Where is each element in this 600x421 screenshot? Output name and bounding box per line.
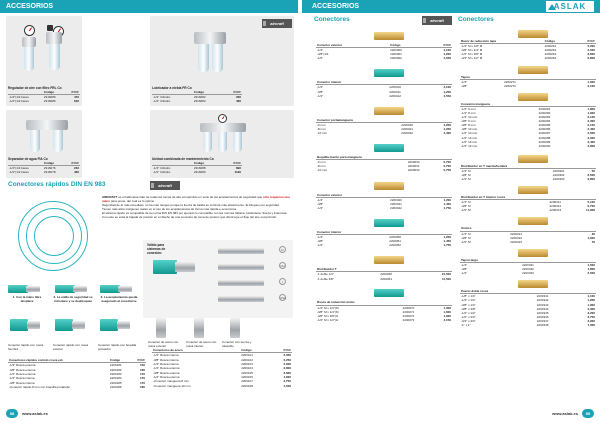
table-row: -3/8" M 2200302 6,50€ xyxy=(461,172,595,177)
frl-unit-photo xyxy=(200,114,250,156)
filter-bowl xyxy=(49,44,60,70)
plug-usa xyxy=(218,294,268,304)
frl-unit-box xyxy=(150,110,294,178)
group-table xyxy=(460,226,596,243)
group-label: Distribuidor en T macho/hembra xyxy=(460,164,552,169)
table-row: -3/8" Rosca externa 2200105 3,60€ xyxy=(153,370,291,375)
fitting-photo xyxy=(374,104,410,118)
table-row: -3/8" Rosca externa 2200182 16€ xyxy=(9,367,145,372)
footer-url[interactable]: www.aslak.es xyxy=(552,411,578,416)
group-table xyxy=(460,102,596,148)
table-row: -3/8" 6 mm 2200284 2,30€ xyxy=(461,119,595,124)
unit-bowl xyxy=(203,132,212,152)
table-row: -1/4" 2200271 1,00€ xyxy=(461,79,595,84)
din-section-title: Conectores rápidos DIN EN 983 xyxy=(8,181,106,188)
coiled-hose xyxy=(34,216,74,256)
frl-regulator-caption: Regulador de aire con filtro FRL Co xyxy=(8,86,62,90)
table-row: -1/8" x 1/4" 2200341 1,10€ xyxy=(461,294,595,299)
table-row: -Conector manguera 10 mm 2200108 4,50€ xyxy=(153,383,291,388)
table-row: -1/4" Rosca externa 2200104 2,80€ xyxy=(153,366,291,371)
table-row: -1/4" Cilindro 2316088 89€ xyxy=(153,166,241,171)
table-row: -1/4" 10 mm 2200283 2,10€ xyxy=(461,115,595,120)
table-row: -1/2" M x 1/2"(H 2200073 4,15€ xyxy=(317,317,451,322)
table-row: -3/8" 8 mm 2200285 2,15€ xyxy=(461,123,595,128)
table-row: -1/4" M 2200321 3€ xyxy=(461,231,595,236)
table-row: -3/8" M 2200312 6,70€ xyxy=(461,204,595,209)
separator-body xyxy=(26,120,68,130)
fitting-photo xyxy=(374,29,410,43)
frl-lubricator-photo xyxy=(190,24,230,79)
table-row: -1/2" x 1/2" 2200345 3,20€ xyxy=(461,310,595,315)
page-number: 59 xyxy=(582,409,594,418)
right-header: ACCESORIOS ASLAK xyxy=(302,0,600,13)
step-2-text: 2. La anilla de seguridad se introduce y se desbloquea xyxy=(53,295,93,303)
table-row: -3/8" x 3/8" 2200344 2,30€ xyxy=(461,306,595,311)
conn-hose-caption: Conector rápido con boquilla portatubo xyxy=(98,343,137,351)
frl-regulator-box xyxy=(6,16,82,106)
group-table xyxy=(460,195,596,212)
footer-url[interactable]: www.aslak.es xyxy=(22,411,48,416)
frl-regulator-photo xyxy=(18,22,73,77)
table-row: -1 doble 3/8" 2200061 11,50€ xyxy=(317,276,451,281)
table-row: -3/8" Rosca interna 2200185 17€ xyxy=(9,380,145,385)
group-table xyxy=(316,267,452,280)
table-row: -1/4" x 1/4" 2200342 1,20€ xyxy=(461,298,595,303)
group-table xyxy=(316,300,452,321)
unit-bowl xyxy=(218,132,227,152)
table-row: -6 mm 2200020 4,20€ xyxy=(317,122,451,127)
conn-steel1-caption: Conector de acero con rosca exterior xyxy=(148,340,179,348)
table-row: -1/2" 2200002 4,55€ xyxy=(317,56,451,61)
fitting-photo xyxy=(374,286,410,300)
group-table xyxy=(316,155,452,172)
table-row: -3/8" 2200041 1,45€ xyxy=(317,201,451,206)
frl-lubricator-caption: Lubricador a niebla FR Co xyxy=(152,86,192,90)
table-row: -1/4" 2200010 4,10€ xyxy=(317,85,451,90)
table-row: -1/2" 16 mm 2200289 3,40€ xyxy=(461,139,595,144)
table-row: -6 mm 2200030 0,70€ xyxy=(317,160,451,165)
din-table-left: Conectores rápidos con/sin rosca ext. Código P.V.P. -1/4" Rosca externa 2200181 15€ -3/8" Rosca externa 2200182 16€ -1/2" Rosca externa 2200183 17€ -1/4" Rosca interna 2200184 17€ -3/8" Rosca interna 2200185 17€ -Conector rápido 8 mm con boquilla portatubo 2200186 16€ xyxy=(9,358,145,390)
aircraft-logo: aircraft xyxy=(262,19,292,28)
left-header: ACCESORIOS xyxy=(0,0,298,13)
table-row: -1/4" Rosca interna 2200101 2,00€ xyxy=(153,353,291,358)
conn-female-caption: Conector rápido con rosca hembra xyxy=(8,343,44,351)
gauge-icon xyxy=(218,114,227,123)
group-label: Distribuidor en T interior rosca xyxy=(460,195,548,200)
table-row: -3/8" M x 3/8"(H 2200072 1,90€ xyxy=(317,313,451,318)
group-table xyxy=(316,80,452,97)
table-row: -1/4" 6 mm 2200281 1,80€ xyxy=(461,106,595,111)
table-row: -1/4"(1/4 bares 2316076 24€ xyxy=(9,166,79,171)
table-row: -1/2" M x 3/8" M 2200263 3,60€ xyxy=(461,52,595,57)
table-row: -1/4" Rosca interna 2200184 17€ xyxy=(9,376,145,381)
fitting-photo xyxy=(374,179,410,193)
conn-male-caption: Conector rápido con rosca exterior xyxy=(53,343,89,351)
group-table xyxy=(316,193,452,210)
valid-systems-box xyxy=(143,240,293,318)
table-row: -1/2" M 2200313 11,90€ xyxy=(461,208,595,213)
group-table xyxy=(316,230,452,247)
separator-bowl xyxy=(53,130,63,152)
table-row: -10 mm 2200022 4,40€ xyxy=(317,131,451,136)
lubricator-bowl xyxy=(212,44,223,72)
group-label: Conector portamanguera xyxy=(316,118,400,123)
table-row: -8 mm 2200021 4,25€ xyxy=(317,126,451,131)
table-row: -3/8" 2200051 1,45€ xyxy=(317,239,451,244)
group-label: Tapón largo xyxy=(460,258,521,263)
page-number: 58 xyxy=(6,409,18,418)
group-label: Racor de reducción tapa xyxy=(460,39,544,44)
right-footer xyxy=(302,409,600,418)
system-d-badge: D xyxy=(279,246,286,253)
group-table xyxy=(460,164,596,181)
conectores-column-b xyxy=(458,15,598,410)
valid-systems-label: Válido para sistemas de conexión: xyxy=(147,243,166,255)
table-row: -1/4" Cilindro 2316082 35€ xyxy=(153,95,241,100)
conn-male-photo xyxy=(55,316,87,334)
table-row: -3/8" M x 1/4" M 2200262 2,50€ xyxy=(461,48,595,53)
conn-steel2-photo xyxy=(190,318,212,338)
table-row: -1/2" Cilindro 2316083 46€ xyxy=(153,99,241,104)
separator-bowl xyxy=(30,130,40,152)
filter-bowl xyxy=(24,47,34,71)
left-footer xyxy=(6,409,304,418)
table-row: -1/4" M 2200301 5€ xyxy=(461,168,595,173)
table-row: -1/2" 10 mm 2200287 2,50€ xyxy=(461,131,595,136)
table-row: -1/2"(1/2 bares 2316078 46€ xyxy=(9,170,79,175)
table-row: -1/2" 2200012 4,55€ xyxy=(317,93,451,98)
regulator-body xyxy=(22,37,36,47)
frl-regulator-table: Código P.V.P. -1/4"(1/4 bares 2316080 47€ -1/2"(1/2 bares 2316086 64€ xyxy=(9,90,79,104)
left-page xyxy=(0,0,298,421)
conectores-column-a xyxy=(314,15,454,410)
table-row: -3/8" M x 1/4"(M 2200071 1,60€ xyxy=(317,309,451,314)
step-3-text: 3. La acoplamiento queda asegurado al conectarse xyxy=(100,295,138,303)
frl-lubricator-table: Código P.V.P. -1/4" Cilindro 2316082 35€ -1/2" Cilindro 2316083 46€ xyxy=(153,90,241,104)
step-1-text: 1. Con la mano libre desplace xyxy=(12,295,42,303)
system-ch-badge: CH xyxy=(280,264,285,268)
group-table: Conector exterior Código P.V.P. -1/4" 2200000 4,10€ -3/8"(1/4 2200001 4,25€ -1/2" 2200002 4,55€ xyxy=(317,43,451,61)
frl-separator-box xyxy=(6,110,82,178)
quick-coupling-teal xyxy=(153,258,198,278)
group-label: Boquilla macho para manguera xyxy=(316,155,407,160)
group-label: Unión L xyxy=(460,226,509,231)
table-row: -8 mm 2200031 0,75€ xyxy=(317,164,451,169)
plug-i xyxy=(218,278,268,288)
table-row: -1/2" 19 mm 2200290 3,90€ xyxy=(461,143,595,148)
table-row: -1/4" M x 1/8" M 2200261 2,20€ xyxy=(461,44,595,49)
group-table xyxy=(460,258,596,275)
group-label: Conector interior xyxy=(316,230,388,235)
unit-body xyxy=(200,123,246,132)
column-a-title: Conectores xyxy=(314,16,350,23)
hose-photo xyxy=(8,196,103,286)
column-b-title: Conectores xyxy=(458,16,494,23)
gauge-icon xyxy=(24,25,35,36)
table-row: -Conector rápido 8 mm con boquilla portatubo 2200186 16€ xyxy=(9,385,145,390)
group-label: Rosca de reducción unión xyxy=(316,300,402,305)
group-label: Conexión manguera xyxy=(460,102,538,107)
table-row: -1" x 1" 2200348 7,00€ xyxy=(461,323,595,327)
table-row: -1/4" 8 mm 2200282 1,90€ xyxy=(461,110,595,115)
conn-female-photo xyxy=(10,316,42,334)
regulator-body xyxy=(46,32,62,44)
right-page xyxy=(302,0,600,421)
table-row: -1 doble 1/4" 2200060 10,50€ xyxy=(317,272,451,277)
frl-separator-table: Código P.V.P. -1/4"(1/4 bares 2316076 24€ -1/2"(1/2 bares 2316078 46€ xyxy=(9,161,79,175)
din-description: AIRCRAFT es el fabricante líder de todas las tomas de aire comprimido en serie de los acoplamientos de seguridad que sólo requieren una mano para poner, del cual es lo óptimo. Seguridad de al más inmediato: no ha más riesgos porque la fuerza de salida se controla más eficazmente. El bloqueo por seguridad. Tienen más altos márgenes reales en el uso de los acoplamientos de forma más rápida e económica. El sistema rápido es compatible de la norma DIN EN 983 por ejemplo lo compatible con las normas Italiana, Holandesa, Sueca y Francesa. Con este se evita la bajada de presión en el diseño de una conexión de toma de presión que disminuye el flujo del aire comprimido. xyxy=(102,195,290,219)
table-row: -10 mm 2200032 0,75€ xyxy=(317,168,451,173)
table-row: -3/8" Rosca interna 2200102 2,25€ xyxy=(153,357,291,362)
table-row: -1/2" 2200333 2,50€ xyxy=(461,271,595,276)
system-usa-badge: USA xyxy=(280,296,287,300)
table-row: -1/2" Rosca externa 2200183 17€ xyxy=(9,372,145,377)
table-row: -1/4" M 2200311 5,10€ xyxy=(461,200,595,205)
conn-nut-caption: Conector con tuerca y casquillo xyxy=(222,340,252,348)
table-row: -1/4" 2200050 1,20€ xyxy=(317,235,451,240)
step-1-photo xyxy=(8,283,42,295)
plug-ch xyxy=(218,262,268,272)
table-row: -3/8"(1/4 2200001 4,25€ xyxy=(317,52,451,57)
lubricator-body xyxy=(194,32,226,44)
table-row: -1/2" M 2200323 7€ xyxy=(461,239,595,244)
step-2-photo xyxy=(55,283,89,295)
conn-steel2-caption: Conector de acero con rosca interior xyxy=(186,340,217,348)
group-label: Puerto doble rosca xyxy=(460,289,536,294)
table-row: -1/4" 2200040 1,20€ xyxy=(317,197,451,202)
conn-nut-photo xyxy=(226,318,248,338)
fitting-photo xyxy=(374,253,410,267)
table-row: -1/2" 2200052 1,75€ xyxy=(317,243,451,248)
frl-lubricator-box xyxy=(150,16,294,106)
table-row: -3/8" 2200272 2,10€ xyxy=(461,83,595,88)
table-row: -1/4"(1/4 bares 2316080 47€ xyxy=(9,95,79,100)
table-row: -3/8" M 2200322 4,00€ xyxy=(461,235,595,240)
din-table-right: Conectores de acero Código P.V.P. -1/4" Rosca interna 2200101 2,00€ -3/8" Rosca interna 2200102 2,25€ -1/2" Rosca interna 2200103 2,60€ -1/4" Rosca externa 2200104 2,80€ -3/8" Rosca externa 2200105 3,60€ -1/2" Rosca externa 2200106 4,60€ -Conector manguera 8 mm 2200107 2,75€ -Conector manguera 10 mm 2200108 4,50€ xyxy=(153,348,291,388)
group-label: Conector exterior xyxy=(316,193,389,198)
unit-bowl xyxy=(233,132,242,152)
fitting-photo xyxy=(374,66,410,80)
table-row: -1/2" Rosca interna 2200103 2,60€ xyxy=(153,362,291,367)
frl-separator-caption: Separador de agua FIA Co xyxy=(8,157,48,161)
frl-unit-caption: Unidad combinada de mantenimiento Co xyxy=(152,157,214,161)
table-row: -1/2" Rosca externa 2200106 4,60€ xyxy=(153,375,291,380)
table-row: -1/2" M 2200303 9,80€ xyxy=(461,176,595,181)
fitting-photo xyxy=(374,141,410,155)
lubricator-bowl xyxy=(198,44,209,72)
group-label: Distribuidor T xyxy=(316,267,379,272)
group-table xyxy=(316,118,452,135)
table-row: -1/2" 13 mm 2200288 3,00€ xyxy=(461,135,595,140)
table-row: -3/8" x 1/4" 2200343 1,90€ xyxy=(461,302,595,307)
aircraft-logo: aircraft xyxy=(150,181,180,190)
frl-unit-table: Código P.V.P. -1/4" Cilindro 2316088 89€ -1/2" Cilindro 2316089 119€ xyxy=(153,161,241,175)
group-table xyxy=(460,75,596,88)
group-table: Racor de reducción tapa Código P.V.P. -1/4" M x 1/8" M 2200261 2,20€ -3/8" M x 1/4" M 2200262 2,50€ -1/2" M x 3/8" M 2200263 3,60€ -3/4" M x 1/2" M 2200264 6,80€ xyxy=(461,39,595,61)
table-row: -1/4" Rosca externa 2200181 15€ xyxy=(9,363,145,368)
table-row: -1/4" 2200331 1,50€ xyxy=(461,262,595,267)
group-table xyxy=(460,289,596,327)
table-row: -1/2" 2200042 1,75€ xyxy=(317,205,451,210)
table-row: -1/2" x 3/4" 2200346 3,75€ xyxy=(461,314,595,319)
group-label: Tapón xyxy=(460,75,503,80)
table-row: -3/4" M x 1/2" M 2200264 6,80€ xyxy=(461,56,595,61)
table-row: -3/4" x 3/4" 2200347 3,90€ xyxy=(461,318,595,323)
aslak-logo: ASLAK xyxy=(546,1,594,12)
group-label: Conector interior xyxy=(316,80,388,85)
aircraft-logo: aircraft xyxy=(422,16,452,25)
fitting-photo xyxy=(374,216,410,230)
step-3-photo xyxy=(100,283,134,295)
table-row: -1/4" M x 1/4"(M 2200070 1,30€ xyxy=(317,305,451,310)
table-row: -1/2"(1/2 bares 2316086 64€ xyxy=(9,99,79,104)
system-i-badge: I xyxy=(279,278,286,285)
table-row: -1/2" Cilindro 2316089 119€ xyxy=(153,170,241,175)
plug-d xyxy=(218,246,268,256)
conn-hose-photo xyxy=(100,316,132,334)
group-label: Conector exterior xyxy=(316,43,389,48)
table-row: -3/8" 2200332 1,80€ xyxy=(461,267,595,272)
table-row: -1/4" 2200000 4,10€ xyxy=(317,48,451,53)
table-row: -Conector manguera 8 mm 2200107 2,75€ xyxy=(153,379,291,384)
frl-separator-photo xyxy=(26,114,71,154)
table-row: -3/8" 10 mm 2200286 2,40€ xyxy=(461,127,595,132)
table-row: -3/8" 2200011 4,25€ xyxy=(317,89,451,94)
conn-steel1-photo xyxy=(152,318,174,338)
